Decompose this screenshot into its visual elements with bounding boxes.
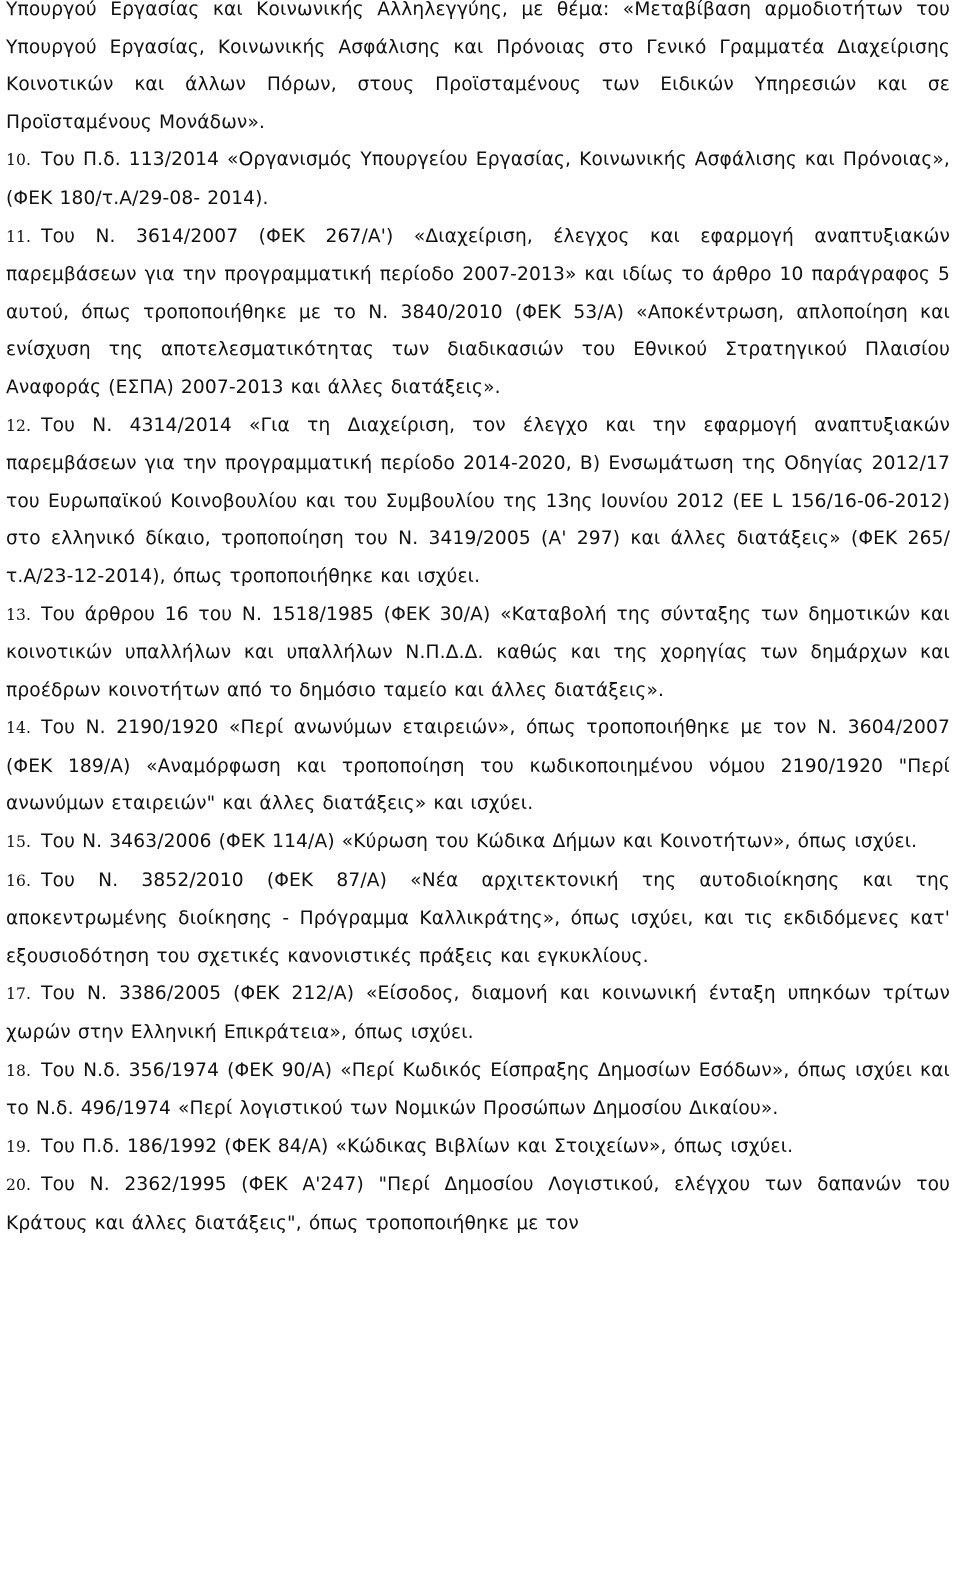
item-number: 12. <box>6 416 32 435</box>
item-number: 16. <box>6 871 32 890</box>
item-text: Του Ν.δ. 356/1974 (ΦΕΚ 90/Α) «Περί Κωδικός Είσπραξης Δημοσίων Εσόδων», όπως ισχύει και το Ν.δ. 496/1974 «Περί λογιστικού των Νομικών Προσώπων Δημοσίου Δικαίου». <box>6 1059 950 1120</box>
list-item <box>6 218 950 407</box>
item-text: Του Π.δ. 186/1992 (ΦΕΚ 84/Α) «Κώδικας Βιβλίων και Στοιχείων», όπως ισχύει. <box>41 1135 794 1157</box>
item-number: 20. <box>6 1176 32 1195</box>
item-number: 11. <box>6 227 32 246</box>
document-body <box>6 0 950 1243</box>
item-text: Του Ν. 3614/2007 (ΦΕΚ 267/Α') «Διαχείριση, έλεγχος και εφαρμογή αναπτυξιακών παρεμβάσεων για την προγραμματική περίοδο 2007-2013» και ιδίως το άρθρο 10 παράγραφος 5 αυτού, όπως τροποποιήθηκε με το Ν. 3840/2010 (ΦΕΚ 53/Α) «Αποκέντρωση, απλοποίηση και ενίσχυση της αποτελεσματικότητας των διαδικασιών του Εθνικού Στρατηγικού Πλαισίου Αναφοράς (ΕΣΠΑ) 2007-2013 και άλλες διατάξεις». <box>6 225 950 398</box>
item-number: 10. <box>6 151 32 170</box>
list-item <box>6 975 950 1051</box>
item-number: 19. <box>6 1137 32 1156</box>
item-number: 13. <box>6 605 32 624</box>
item-number: 14. <box>6 719 32 738</box>
item-text: Του Π.δ. 113/2014 «Οργανισμός Υπουργείου Εργασίας, Κοινωνικής Ασφάλισης και Πρόνοιας», (ΦΕΚ 180/τ.Α/29-08- 2014). <box>6 149 950 209</box>
list-item <box>6 709 950 823</box>
list-item <box>6 1128 950 1167</box>
list-item <box>6 1052 950 1128</box>
item-number: 18. <box>6 1061 32 1080</box>
list-item <box>6 407 950 596</box>
item-number: 17. <box>6 985 32 1004</box>
item-text: Του Ν. 2190/1920 «Περί ανωνύμων εταιρειών», όπως τροποποιήθηκε με τον Ν. 3604/2007 (ΦΕΚ 189/Α) «Αναμόρφωση και τροποποίηση του κωδικοποιημένου νόμου 2190/1920 "Περί ανωνύμων εταιρειών" και άλλες διατάξεις» και ισχύει. <box>6 717 950 815</box>
list-item <box>6 141 950 217</box>
list-item <box>6 1166 950 1242</box>
intro-paragraph: Υπουργού Εργασίας και Κοινωνικής Αλληλεγγύης, με θέμα: «Μεταβίβαση αρμοδιοτήτων του Υπουργού Εργασίας, Κοινωνικής Ασφάλισης και Πρόνοιας στο Γενικό Γραμματέα Διαχείρισης Κοινοτικών και άλλων Πόρων, στους Προϊσταμένους των Ειδικών Υπηρεσιών και σε Προϊσταμένους Μονάδων». <box>6 0 950 133</box>
item-text: Του Ν. 4314/2014 «Για τη Διαχείριση, τον έλεγχο και την εφαρμογή αναπτυξιακών παρεμβάσεων για την προγραμματική περίοδο 2014-2020, Β) Ενσωμάτωση της Οδηγίας 2012/17 του Ευρωπαϊκού Κοινοβουλίου και του Συμβουλίου της 13ης Ιουνίου 2012 (ΕΕ L 156/16-06-2012) στο ελληνικό δίκαιο, τροποποίηση του Ν. 3419/2005 (Α' 297) και άλλες διατάξεις» (ΦΕΚ 265/τ.Α/23-12-2014), όπως τροποποιήθηκε και ισχύει. <box>6 414 950 587</box>
list-item <box>6 596 950 710</box>
item-number: 15. <box>6 833 32 852</box>
item-text: Του Ν. 3386/2005 (ΦΕΚ 212/Α) «Είσοδος, διαμονή και κοινωνική ένταξη υπηκόων τρίτων χωρών στην Ελληνική Επικράτεια», όπως ισχύει. <box>6 983 950 1044</box>
list-item <box>6 862 950 976</box>
item-text: Του Ν. 3463/2006 (ΦΕΚ 114/Α) «Κύρωση του Κώδικα Δήμων και Κοινοτήτων», όπως ισχύει. <box>41 831 918 853</box>
item-text: Του Ν. 2362/1995 (ΦΕΚ Α'247) "Περί Δημοσίου Λογιστικού, ελέγχου των δαπανών του Κράτους και άλλες διατάξεις", όπως τροποποιήθηκε με τον <box>6 1174 950 1234</box>
item-text: Του άρθρου 16 του Ν. 1518/1985 (ΦΕΚ 30/Α) «Καταβολή της σύνταξης των δημοτικών και κοινοτικών υπαλλήλων και υπαλλήλων Ν.Π.Δ.Δ. καθώς και της χορηγίας των δημάρχων και προέδρων κοινοτήτων από το δημόσιο ταμείο και άλλες διατάξεις». <box>6 603 950 701</box>
item-text: Του Ν. 3852/2010 (ΦΕΚ 87/Α) «Νέα αρχιτεκτονική της αυτοδιοίκησης και της αποκεντρωμένης διοίκησης - Πρόγραμμα Καλλικράτης», όπως ισχύει, και τις εκδιδόμενες κατ' εξουσιοδότηση του σχετικές κανονιστικές πράξεις και εγκυκλίους. <box>6 869 950 967</box>
list-item <box>6 823 950 862</box>
